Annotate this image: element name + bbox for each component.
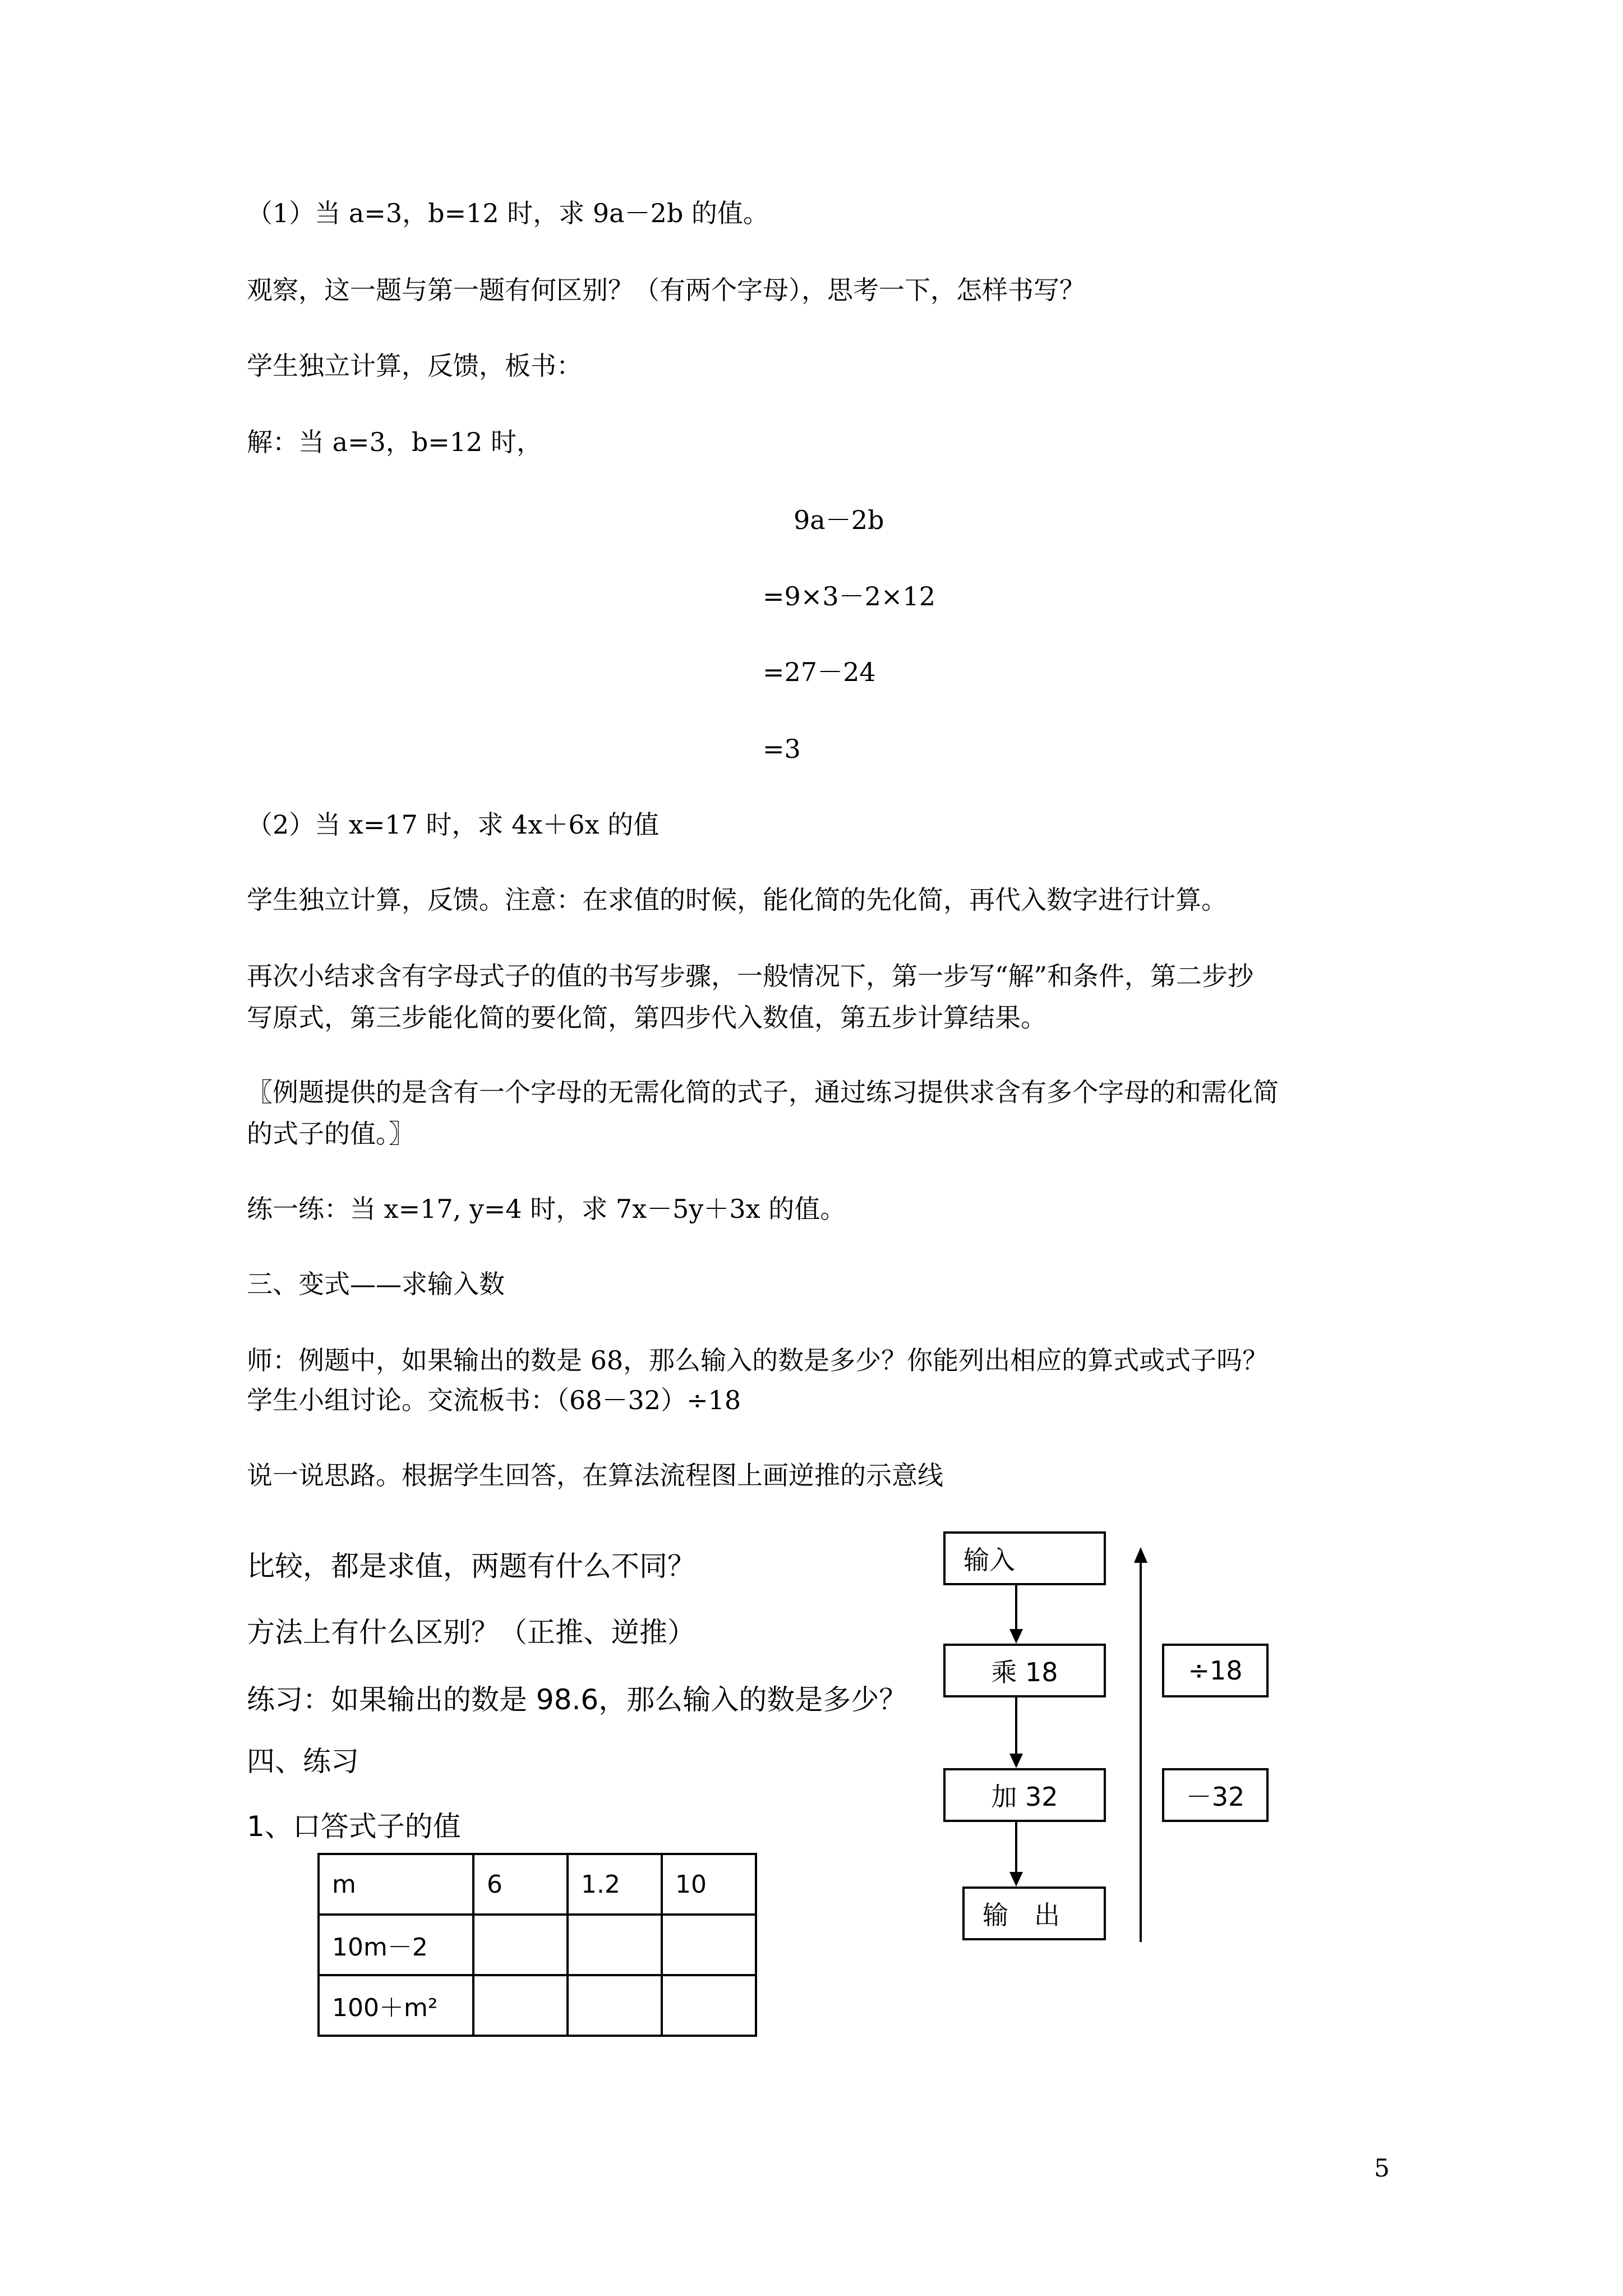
question-1: （1）当 a=3，b=12 时，求 9a－2b 的值。 xyxy=(247,198,769,228)
page-number: 5 xyxy=(1374,2154,1390,2183)
flow-step-output: 输 出 xyxy=(962,1887,1106,1940)
flow-step-input: 输入 xyxy=(943,1531,1106,1585)
section-three-heading: 三、变式——求输入数 xyxy=(247,1269,505,1299)
oral-answer-heading: 1、口答式子的值 xyxy=(247,1810,461,1843)
calc-line-4: =3 xyxy=(763,734,801,764)
summary-line-2: 写原式，第三步能化简的要化简，第四步代入数值，第五步计算结果。 xyxy=(247,1002,1046,1033)
table-cell: 100＋m² xyxy=(319,1975,473,2036)
table-cell: 1.2 xyxy=(568,1854,662,1915)
teacher-question-line-2: 学生小组讨论。交流板书：（68－32）÷18 xyxy=(247,1385,741,1415)
reverse-op-divide: ÷18 xyxy=(1162,1644,1269,1697)
section-four-heading: 四、练习 xyxy=(247,1745,359,1778)
student-feedback: 学生独立计算，反馈，板书： xyxy=(247,351,582,381)
arrow-head-down-icon xyxy=(1009,1754,1023,1768)
remark-line-2: 的式子的值。〗 xyxy=(247,1119,414,1149)
reverse-op-subtract: －32 xyxy=(1162,1768,1269,1822)
table-cell: m xyxy=(319,1854,473,1915)
question-2: （2）当 x=17 时，求 4x＋6x 的值 xyxy=(247,809,660,840)
calc-line-1: 9a－2b xyxy=(794,505,884,535)
table-cell: 10m－2 xyxy=(319,1915,473,1975)
solution-intro: 解：当 a=3，b=12 时， xyxy=(247,427,543,457)
reasoning-line: 说一说思路。根据学生回答，在算法流程图上画逆推的示意线 xyxy=(247,1460,943,1490)
practice-line: 练一练：当 x=17, y=4 时，求 7x－5y＋3x 的值。 xyxy=(247,1194,846,1224)
teacher-question-line-1: 师：例题中，如果输出的数是 68，那么输入的数是多少？你能列出相应的算式或式子吗？ xyxy=(247,1345,1269,1375)
compare-question: 比较，都是求值，两题有什么不同？ xyxy=(247,1550,695,1582)
flow-step-add: 加 32 xyxy=(943,1768,1106,1822)
method-question: 方法上有什么区别？（正推、逆推） xyxy=(247,1616,695,1649)
remark-line-1: 〖例题提供的是含有一个字母的无需化简的式子，通过练习提供求含有多个字母的和需化简 xyxy=(247,1077,1279,1107)
exercise-question: 练习：如果输出的数是 98.6，那么输入的数是多少？ xyxy=(247,1683,907,1716)
arrow-head-up-icon xyxy=(1134,1547,1147,1563)
calc-line-2: =9×3－2×12 xyxy=(763,581,935,611)
note-paragraph: 学生独立计算，反馈。注意：在求值的时候，能化简的先化简，再代入数字进行计算。 xyxy=(247,885,1227,915)
observation-prompt: 观察，这一题与第一题有何区别？（有两个字母），思考一下，怎样书写？ xyxy=(247,275,1085,305)
flow-step-multiply: 乘 18 xyxy=(943,1644,1106,1697)
table-cell: 6 xyxy=(473,1854,568,1915)
table-cell: 10 xyxy=(662,1854,756,1915)
calc-line-3: =27－24 xyxy=(763,657,876,687)
summary-line-1: 再次小结求含有字母式子的值的书写步骤，一般情况下，第一步写“解”和条件，第二步抄 xyxy=(247,961,1254,991)
arrow-head-down-icon xyxy=(1009,1629,1023,1644)
arrow-head-down-icon xyxy=(1009,1872,1023,1887)
